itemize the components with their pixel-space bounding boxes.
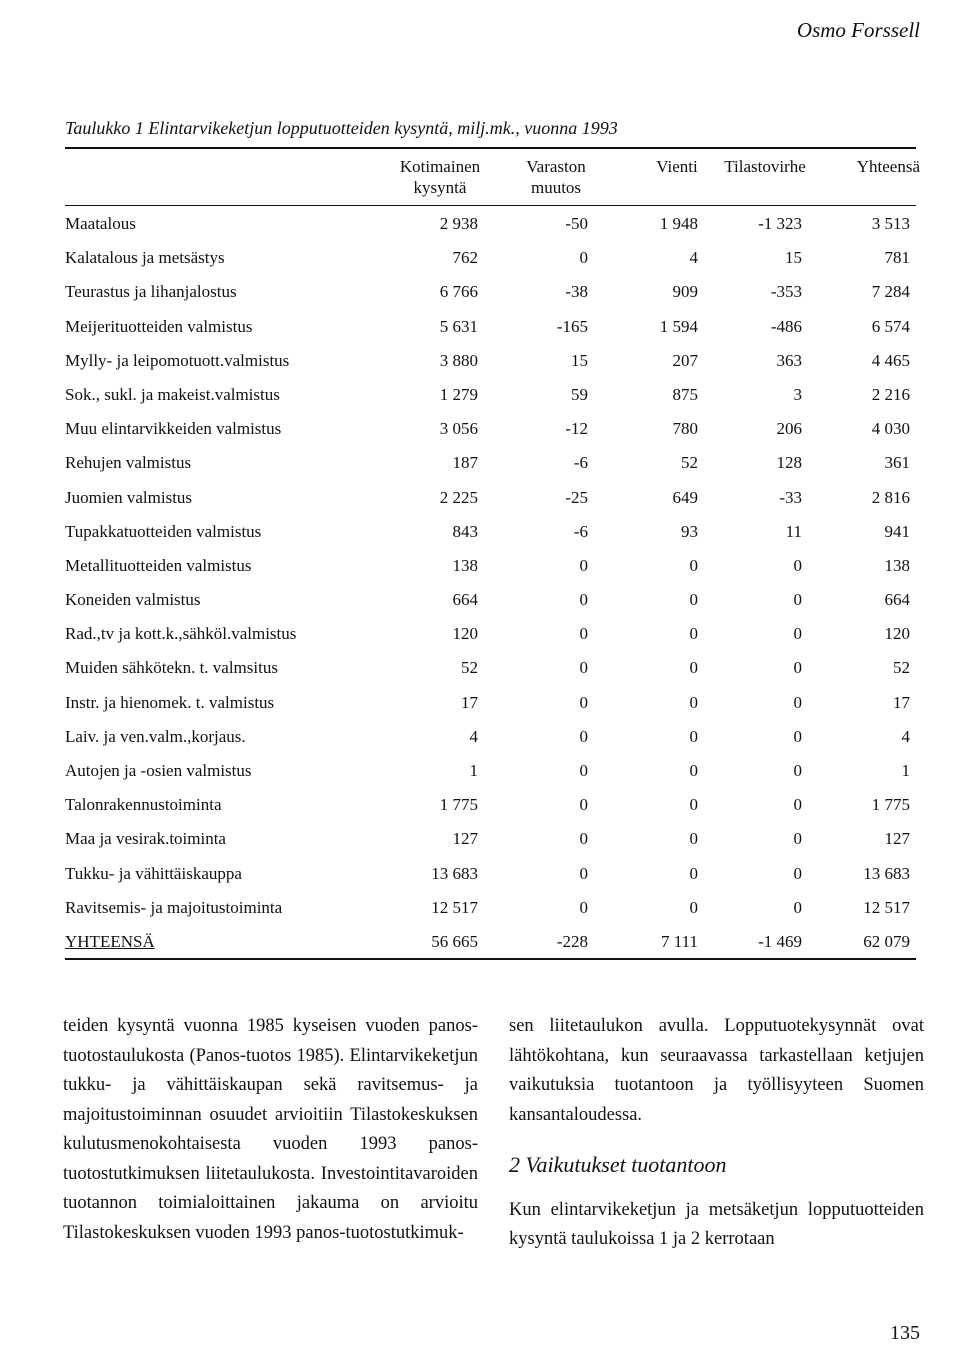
cell-varaston-muutos: 0 [579,692,588,712]
cell-tilastovirhe: 0 [793,795,802,815]
cell-yhteensa: 12 517 [863,897,910,917]
cell-vienti: 0 [689,590,698,610]
cell-yhteensa: 781 [884,248,910,268]
cell-vienti: 0 [689,555,698,575]
cell-yhteensa: 1 775 [871,795,910,815]
cell-tilastovirhe: 206 [776,419,802,439]
cell-varaston-muutos: -6 [573,521,588,541]
cell-varaston-muutos: 0 [579,761,588,780]
cell-tilastovirhe: 0 [793,590,802,610]
cell-varaston-muutos: -165 [556,316,588,336]
cell-yhteensa: 7 284 [871,282,910,302]
row-label: Ravitsemis- ja majoitustoiminta [65,897,283,917]
row-label: Instr. ja hienomek. t. valmistus [65,692,275,712]
table-row [0,860,960,894]
table-row [0,825,960,859]
cell-kotimainen: 52 [461,658,478,678]
cell-yhteensa: 941 [884,521,910,541]
cell-yhteensa: 138 [884,555,910,575]
cell-yhteensa: 361 [884,453,910,473]
row-label: Koneiden valmistus [65,590,201,610]
cell-vienti: 1 594 [659,316,698,336]
section-heading: 2 Vaikutukset tuotantoon [509,1152,727,1177]
row-label: Talonrakennustoiminta [65,795,222,815]
page-number: 135 [890,1322,920,1344]
cell-tilastovirhe: -353 [770,282,802,302]
row-label: Teurastus ja lihanjalostus [65,282,237,302]
table-row [0,244,960,278]
cell-tilastovirhe: 0 [793,829,802,849]
cell-kotimainen: 3 056 [439,419,478,439]
cell-yhteensa: 62 079 [863,931,910,951]
table-body [0,210,960,962]
table-total-row [0,928,960,962]
cell-varaston-muutos: -228 [556,931,588,951]
cell-tilastovirhe: -1 469 [758,931,802,951]
table-row [0,347,960,381]
cell-yhteensa: 664 [884,590,910,610]
row-label: Meijerituotteiden valmistus [65,316,253,336]
cell-tilastovirhe: 11 [785,521,802,541]
cell-varaston-muutos: -12 [565,419,588,439]
cell-kotimainen: 4 [469,726,478,746]
table-row [0,689,960,723]
row-label: Metallituotteiden valmistus [65,555,252,575]
row-label: Tupakkatuotteiden valmistus [65,521,262,541]
table-top-rule [65,147,916,149]
cell-tilastovirhe: 15 [785,248,802,268]
cell-yhteensa: 3 513 [871,214,910,233]
table-row [0,791,960,825]
author-name: Osmo Forssell [796,18,920,42]
table-row [0,552,960,586]
cell-tilastovirhe: 0 [793,726,802,746]
cell-varaston-muutos: -50 [565,214,588,233]
cell-kotimainen: 2 938 [439,214,478,233]
table-row [0,586,960,620]
cell-tilastovirhe: -33 [779,487,802,507]
cell-tilastovirhe: 0 [793,897,802,917]
cell-vienti: 909 [672,282,698,302]
cell-vienti: 1 948 [659,214,698,233]
cell-yhteensa: 4 [901,726,910,746]
table-row [0,210,960,244]
cell-kotimainen: 843 [452,521,478,541]
cell-tilastovirhe: 0 [793,863,802,883]
row-label: Muu elintarvikkeiden valmistus [65,419,282,439]
cell-varaston-muutos: 0 [579,726,588,746]
table-row [0,518,960,552]
row-label: Maa ja vesirak.toiminta [65,829,226,849]
body-paragraph: sen liitetaulukon avulla. Lopputuotekysynnät ovat lähtökohtana, kun seuraavassa tarkastellaan ketjujen vaikutuksia tuotantoon ja työllisyyteen Suomen kansantaloudessa. [509,1016,924,1125]
body-right-column [509,1012,924,1255]
cell-varaston-muutos: 0 [579,555,588,575]
table-row [0,415,960,449]
cell-vienti: 0 [689,726,698,746]
cell-kotimainen: 56 665 [431,931,478,951]
row-label: Juomien valmistus [65,487,193,507]
cell-kotimainen: 187 [452,453,478,473]
column-header-kotimainen-line1: Kotimainen [399,157,481,176]
column-header-yhteensa: Yhteensä [856,157,920,176]
table-row [0,449,960,483]
cell-kotimainen: 17 [461,692,478,712]
row-label: Laiv. ja ven.valm.,korjaus. [65,726,246,746]
cell-varaston-muutos: 15 [571,350,588,370]
cell-yhteensa: 4 030 [871,419,910,439]
cell-tilastovirhe: 0 [793,761,802,780]
column-header-kotimainen-line2: kysyntä [413,178,467,197]
cell-varaston-muutos: -25 [565,487,588,507]
cell-kotimainen: 1 775 [439,795,478,815]
cell-vienti: 649 [672,487,698,507]
row-label: Maatalous [65,214,136,233]
cell-kotimainen: 3 880 [439,350,478,370]
cell-vienti: 4 [689,248,698,268]
column-header-varaston-line2: muutos [530,178,582,197]
cell-vienti: 0 [689,761,698,780]
row-label: Mylly- ja leipomotuott.valmistus [65,350,290,370]
cell-yhteensa: 2 216 [871,384,910,404]
cell-vienti: 875 [672,384,698,404]
cell-vienti: 0 [689,658,698,678]
cell-tilastovirhe: -486 [770,316,802,336]
cell-tilastovirhe: 0 [793,624,802,644]
table-bottom-rule [65,958,916,960]
cell-tilastovirhe: 0 [793,658,802,678]
table-row [0,654,960,688]
cell-tilastovirhe: 3 [793,384,802,404]
cell-varaston-muutos: 0 [579,248,588,268]
row-label: Tukku- ja vähittäiskauppa [65,863,242,883]
cell-tilastovirhe: -1 323 [758,214,802,233]
cell-yhteensa: 52 [893,658,910,678]
cell-tilastovirhe: 128 [776,453,802,473]
table-row [0,723,960,757]
cell-kotimainen: 13 683 [431,863,478,883]
cell-vienti: 0 [689,624,698,644]
table-row [0,757,960,791]
column-header-varaston-line1: Varaston [526,157,586,176]
cell-yhteensa: 6 574 [871,316,910,336]
cell-vienti: 207 [672,350,698,370]
cell-yhteensa: 120 [884,624,910,644]
body-paragraph: Kun elintarvikeketjun ja metsäketjun lopputuotteiden kysyntä taulukoissa 1 ja 2 kerrotaan [509,1199,924,1249]
table-row [0,313,960,347]
cell-vienti: 52 [681,453,698,473]
cell-vienti: 93 [681,521,698,541]
cell-varaston-muutos: -6 [573,453,588,473]
table-caption: Taulukko 1 Elintarvikeketjun lopputuotteiden kysyntä, milj.mk., vuonna 1993 [65,118,618,138]
table-row [0,484,960,518]
cell-kotimainen: 127 [452,829,478,849]
cell-yhteensa: 17 [893,692,910,712]
body-paragraph: teiden kysyntä vuonna 1985 kyseisen vuoden panos-tuotostaulukosta (Panos-tuotos 1985). Elintarvikeketjun tukku- ja vähittäiskaupan sekä ravitsemus- ja majoitustoiminnan osuudet arvioitiin Tilastokeskuksen kulutusmenokohtaisesta vuoden 1993 panos-tuotostutkimuksen liitetaulukosta. Investointitavaroiden tuotannon toimialoittainen jakauma on arvioitu Tilastokeskuksen vuoden 1993 panos-tuotostutkimuk- [63,1016,478,1243]
row-label: Kalatalous ja metsästys [65,248,225,268]
cell-varaston-muutos: 0 [579,897,588,917]
cell-varaston-muutos: 0 [579,658,588,678]
row-label: Autojen ja -osien valmistus [65,761,252,780]
cell-kotimainen: 120 [452,624,478,644]
cell-vienti: 0 [689,863,698,883]
cell-kotimainen: 12 517 [431,897,478,917]
row-label: YHTEENSÄ [65,931,155,951]
cell-varaston-muutos: 0 [579,829,588,849]
column-header-tilastovirhe: Tilastovirhe [724,157,806,176]
cell-kotimainen: 1 [469,761,478,780]
cell-vienti: 0 [689,795,698,815]
cell-varaston-muutos: 0 [579,624,588,644]
cell-tilastovirhe: 363 [776,350,802,370]
cell-tilastovirhe: 0 [793,692,802,712]
cell-yhteensa: 13 683 [863,863,910,883]
cell-kotimainen: 664 [452,590,478,610]
cell-vienti: 0 [689,829,698,849]
row-label: Muiden sähkötekn. t. valmsitus [65,658,278,678]
cell-kotimainen: 1 279 [439,384,478,404]
row-label: Rehujen valmistus [65,453,192,473]
cell-kotimainen: 138 [452,555,478,575]
cell-vienti: 780 [672,419,698,439]
cell-varaston-muutos: 0 [579,590,588,610]
cell-varaston-muutos: 59 [571,384,588,404]
row-label: Sok., sukl. ja makeist.valmistus [65,384,280,404]
cell-vienti: 7 111 [661,931,698,951]
column-header-vienti: Vienti [656,157,698,176]
table-header-rule [65,205,916,206]
cell-kotimainen: 762 [452,248,478,268]
cell-varaston-muutos: -38 [565,282,588,302]
cell-vienti: 0 [689,692,698,712]
column-header-kotimainen [380,156,500,198]
cell-yhteensa: 2 816 [871,487,910,507]
cell-yhteensa: 127 [884,829,910,849]
cell-vienti: 0 [689,897,698,917]
column-header-varaston [506,156,606,198]
cell-yhteensa: 4 465 [871,350,910,370]
table-row [0,381,960,415]
cell-kotimainen: 5 631 [439,316,478,336]
cell-tilastovirhe: 0 [793,555,802,575]
cell-kotimainen: 6 766 [439,282,478,302]
row-label: Rad.,tv ja kott.k.,sähköl.valmistus [65,624,297,644]
cell-varaston-muutos: 0 [579,795,588,815]
table-row [0,894,960,928]
cell-varaston-muutos: 0 [579,863,588,883]
body-left-column [63,1012,478,1248]
table-row [0,620,960,654]
table-row [0,278,960,312]
cell-yhteensa: 1 [901,761,910,780]
cell-kotimainen: 2 225 [439,487,478,507]
